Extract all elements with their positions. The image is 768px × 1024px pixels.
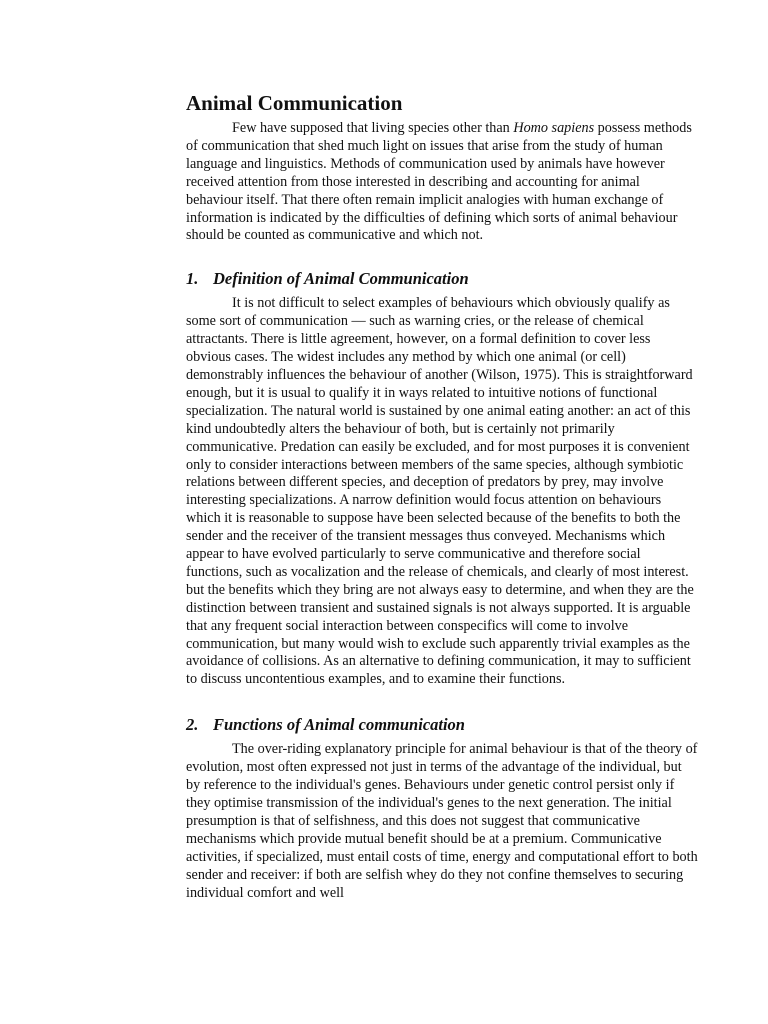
section-2-body: The over-riding explanatory principle for animal behaviour is that of the theory of evolution, most often expressed not just in terms of the advantage of the individual, but by reference to the individual's genes. Behaviours under genetic control persist only if they optimise transmission of the individual's genes to the next generation. The initial presumption is that of selfishness, and this does not suggest that communicative mechanisms which provide mutual benefit should be at a premium. Communicative activities, if specialized, must entail costs of time, energy and computational effort to both sender and receiver: if both are selfish whey do they not confine themselves to securing individual comfort and well [186,741,698,901]
section-2-number: 2. [186,715,199,735]
section-1-title: Definition of Animal Communication [213,269,469,289]
section-1-heading [186,269,698,289]
intro-text-rest: possess methods of communication that shed much light on issues that arise from the study of human language and linguistics. Methods of communication used by animals have however received attention from those interested in describing and accounting for animal behaviour itself. That there often remain implicit analogies with human exchange of information is indicated by the difficulties of defining which sorts of animal behaviour should be counted as communicative and which not. [186,120,692,244]
section-1-body: It is not difficult to select examples of behaviours which obviously qualify as some sort of communication — such as warning cries, or the release of chemical attractants. There is little agreement, however, on a formal definition to cover less obvious cases. The widest includes any method by which one animal (or cell) demonstrably influences the behaviour of another (Wilson, 1975). This is straightforward enough, but it is usual to qualify it in ways related to intuitive notions of functional specialization. The natural world is sustained by one animal eating another: an act of this kind undoubtedly alters the behaviour of both, but is certainly not primarily communicative. Predation can easily be excluded, and for most purposes it is convenient only to consider interactions between members of the same species, although symbiotic relations between different species, and deception of predators by prey, may involve interesting specializations. A narrow definition would focus attention on behaviours which it is reasonable to suppose have been selected because of the benefits to both the sender and the receiver of the transient messages thus conveyed. Mechanisms which appear to have evolved particularly to serve communicative and therefore social functions, such as vocalization and the release of chemicals, and clearly of most interest. but the benefits which they bring are not always easy to determine, and when they are the distinction between transient and sustained signals is not always supported. It is arguable that any frequent social interaction between conspecifics will come to involve communication, but many would wish to exclude such apparently trivial examples as the avoidance of collisions. As an alternative to defining communication, it may to sufficient to discuss uncontentious examples, and to examine their functions. [186,295,694,688]
document-title: Animal Communication [186,91,403,115]
section-1-number: 1. [186,269,199,289]
section-2-title: Functions of Animal communication [213,715,465,735]
intro-paragraph [186,120,698,245]
intro-italic-term: Homo sapiens [513,120,595,136]
section-2-heading [186,715,698,735]
document-page [186,90,698,902]
intro-text-start: Few have supposed that living species other than [232,120,514,136]
